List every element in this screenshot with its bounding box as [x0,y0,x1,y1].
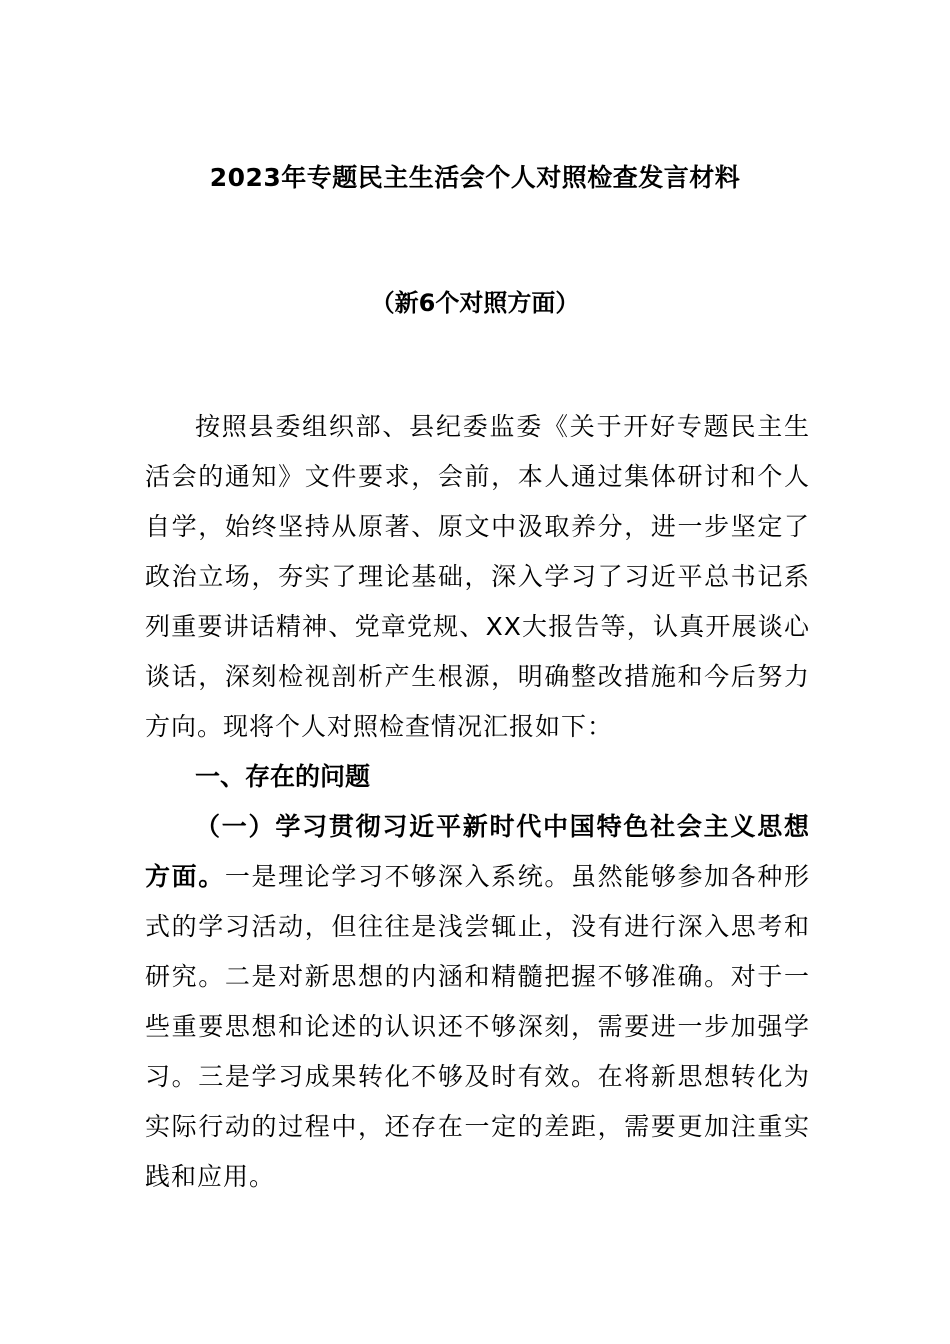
subsection-body: 一是理论学习不够深入系统。虽然能够参加各种形式的学习活动，但往往是浅尝辄止，没有进行深入思考和研究。二是对新思想的内涵和精髓把握不够准确。对于一些重要思想和论述的认识还不够深刻，需要进一步加强学习。三是学习成果转化不够及时有效。在将新思想转化为实际行动的过程中，还存在一定的差距，需要更加注重实践和应用。 [145,862,810,1191]
section-heading: 一、存在的问题 [195,762,371,791]
intro-paragraph: 按照县委组织部、县纪委监委《关于开好专题民主生活会的通知》文件要求，会前，本人通过集体研讨和个人自学，始终坚持从原著、原文中汲取养分，进一步坚定了政治立场，夯实了理论基础，深入学习了习近平总书记系列重要讲话精神、党章党规、XX大报告等，认真开展谈心谈话，深刻检视剖析产生根源，明确整改措施和今后努力方向。现将个人对照检查情况汇报如下： [145,412,810,741]
document-subtitle: （新6个对照方面） [370,289,580,317]
subsection-heading: （一）学习贯彻习近平新时代中国特色社会主义思想方面。 [145,812,810,891]
subsection-paragraph [145,802,810,1202]
document-title: 2023年专题民主生活会个人对照检查发言材料 [209,163,741,192]
